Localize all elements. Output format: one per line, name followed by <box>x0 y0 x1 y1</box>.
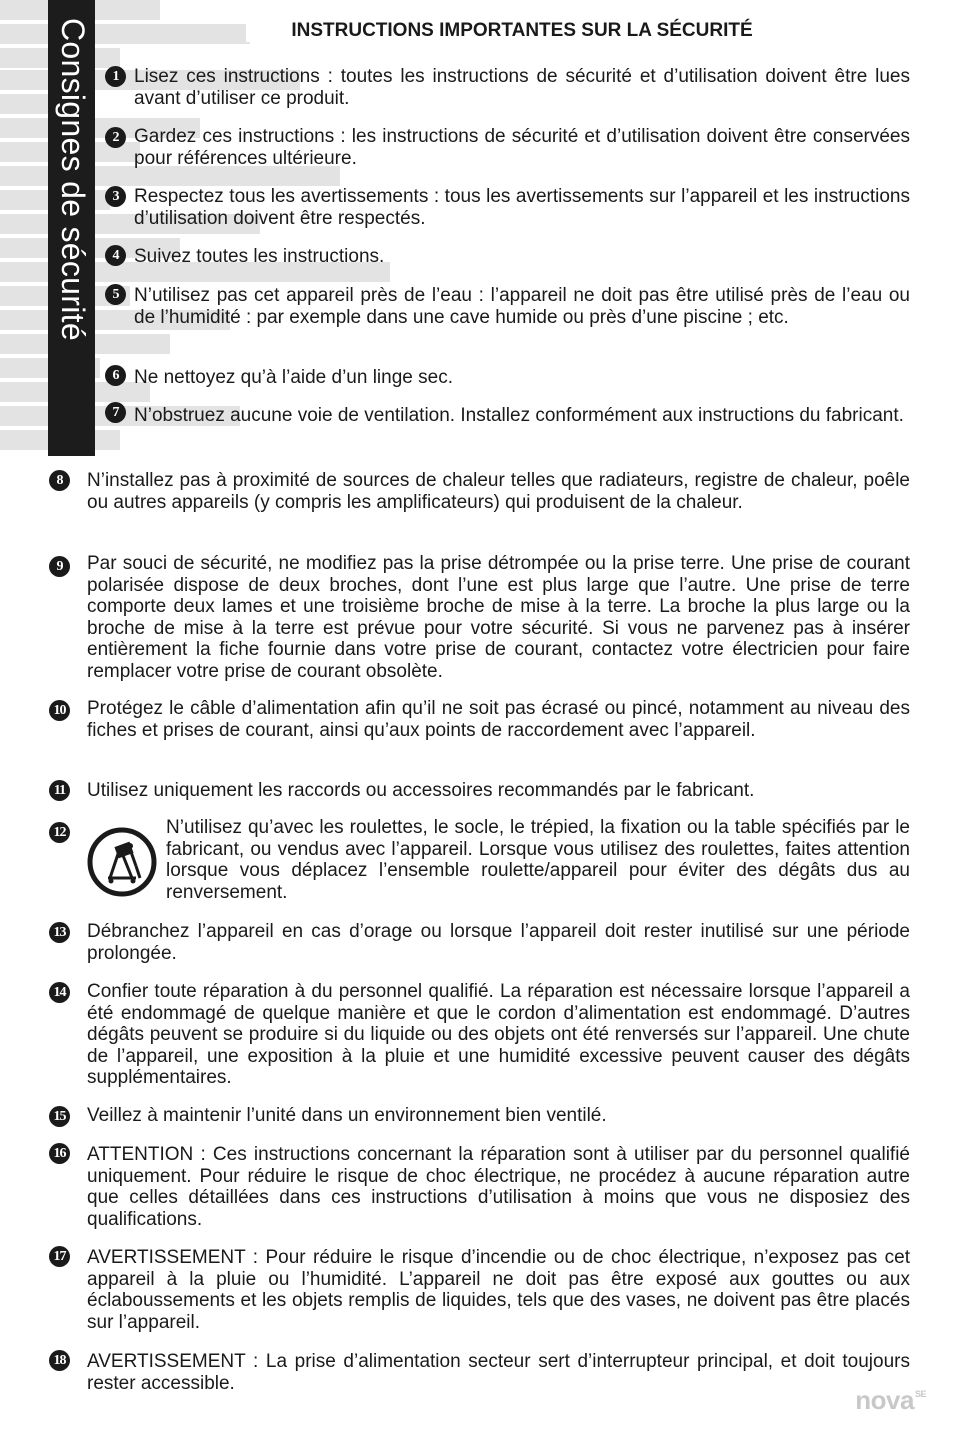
number-badge: 13 <box>49 922 70 943</box>
item-text: Utilisez uniquement les raccords ou accessoires recommandés par le fabricant. <box>87 780 755 801</box>
item-text: Gardez ces instructions : les instructions de sécurité et d’utilisation doivent être conservées pour références ultérieure. <box>134 126 910 169</box>
number-badge: 17 <box>49 1246 70 1267</box>
item-text: N’installez pas à proximité de sources de chaleur telles que radiateurs, registre de chaleur, poêle ou autres appareils (y compris les amplificateurs) qui produisent de la chaleur. <box>87 470 910 513</box>
item-text: Ne nettoyez qu’à l’aide d’un linge sec. <box>134 367 453 388</box>
item-text: Lisez ces instructions : toutes les instructions de sécurité et d’utilisation doivent être lues avant d’utiliser ce produit. <box>134 66 910 109</box>
brand-logo-suffix: SE <box>914 1389 926 1399</box>
section-side-tab <box>48 0 95 456</box>
number-badge: 14 <box>49 982 70 1003</box>
number-badge: 3 <box>105 186 126 207</box>
item-text: AVERTISSEMENT : La prise d’alimentation secteur sert d’interrupteur principal, et doit toujours rester accessible. <box>87 1351 910 1394</box>
number-badge: 12 <box>49 822 70 843</box>
item-text: N’obstruez aucune voie de ventilation. Installez conformément aux instructions du fabricant. <box>134 405 904 426</box>
section-side-tab-label: Consignes de sécurité <box>55 18 91 341</box>
number-badge: 9 <box>49 556 70 577</box>
number-badge: 15 <box>49 1106 70 1127</box>
item-text: Veillez à maintenir l’unité dans un environnement bien ventilé. <box>87 1105 607 1126</box>
item-text: N’utilisez pas cet appareil près de l’eau : l’appareil ne doit pas être utilisé près de l’eau ou de l’humidité : par exemple dans une cave humide ou près d’une piscine ; etc. <box>134 285 910 328</box>
number-badge: 6 <box>105 365 126 386</box>
item-text: Protégez le câble d’alimentation afin qu’il ne soit pas écrasé ou pincé, notamment au niveau des fiches et prises de courant, ainsi qu’aux points de raccordement avec l’appareil. <box>87 698 910 741</box>
number-badge: 7 <box>105 402 126 423</box>
item-text: ATTENTION : Ces instructions concernant la réparation sont à utiliser par du personnel qualifié uniquement. Pour réduire le risque de choc électrique, ne procédez à aucune réparation autre que celles détaillées dans ces instructions d’utilisation à moins que vous ne disposiez des qualifications. <box>87 1144 910 1230</box>
item-text: N’utilisez qu’avec les roulettes, le socle, le trépied, la fixation ou la table spécifiés par le fabricant, ou vendus avec l’appareil. Lorsque vous utilisez des roulettes, faites attention lorsque vous déplacez l’ensemble roulette/appareil pour éviter des dégâts dus au renversement. <box>166 817 910 903</box>
page-title: INSTRUCTIONS IMPORTANTES SUR LA SÉCURITÉ <box>246 20 798 42</box>
number-badge: 4 <box>105 245 126 266</box>
number-badge: 16 <box>49 1143 70 1164</box>
item-text: Suivez toutes les instructions. <box>134 246 385 267</box>
cart-tipover-warning-icon <box>86 826 158 898</box>
number-badge: 5 <box>105 284 126 305</box>
brand-logo-name: nova <box>855 1385 914 1415</box>
item-text: Respectez tous les avertissements : tous les avertissements sur l’appareil et les instructions d’utilisation doivent être respectés. <box>134 186 910 229</box>
item-text: Débranchez l’appareil en cas d’orage ou lorsque l’appareil doit rester inutilisé sur une période prolongée. <box>87 921 910 964</box>
item-text: Par souci de sécurité, ne modifiez pas la prise détrompée ou la prise terre. Une prise de courant polarisée dispose de deux broches, dont l’une est plus large que l’autre. Une prise de terre comporte deux lames et une troisième broche de mise à la terre. La broche la plus large ou la broche de mise à la terre est prévue pour votre sécurité. Si vous ne parvenez pas à insérer entièrement la fiche fournie dans votre prise de courant, contactez votre électricien pour faire remplacer votre prise de courant obsolète. <box>87 553 910 682</box>
number-badge: 18 <box>49 1350 70 1371</box>
number-badge: 10 <box>49 700 70 721</box>
number-badge: 8 <box>49 470 70 491</box>
number-badge: 11 <box>49 780 70 801</box>
item-text: Confier toute réparation à du personnel qualifié. La réparation est nécessaire lorsque l’appareil a été endommagé de quelque manière et que le cordon d’alimentation est endommagé. D’autres dégâts peuvent se produire si du liquide ou des objets ont été renversés sur l’appareil. Une chute de l’appareil, une exposition à la pluie et une humidité excessive peuvent causer des dégâts supplémentaires. <box>87 981 910 1088</box>
number-badge: 1 <box>105 66 126 87</box>
item-text: AVERTISSEMENT : Pour réduire le risque d’incendie ou de choc électrique, n’exposez pas cet appareil à la pluie ou l’humidité. L’appareil ne doit pas être exposé aux gouttes ou aux éclaboussements et les objets remplis de liquides, tels que des vases, ne doivent pas être placés sur l’appareil. <box>87 1247 910 1333</box>
brand-logo <box>855 1385 926 1416</box>
number-badge: 2 <box>105 127 126 148</box>
